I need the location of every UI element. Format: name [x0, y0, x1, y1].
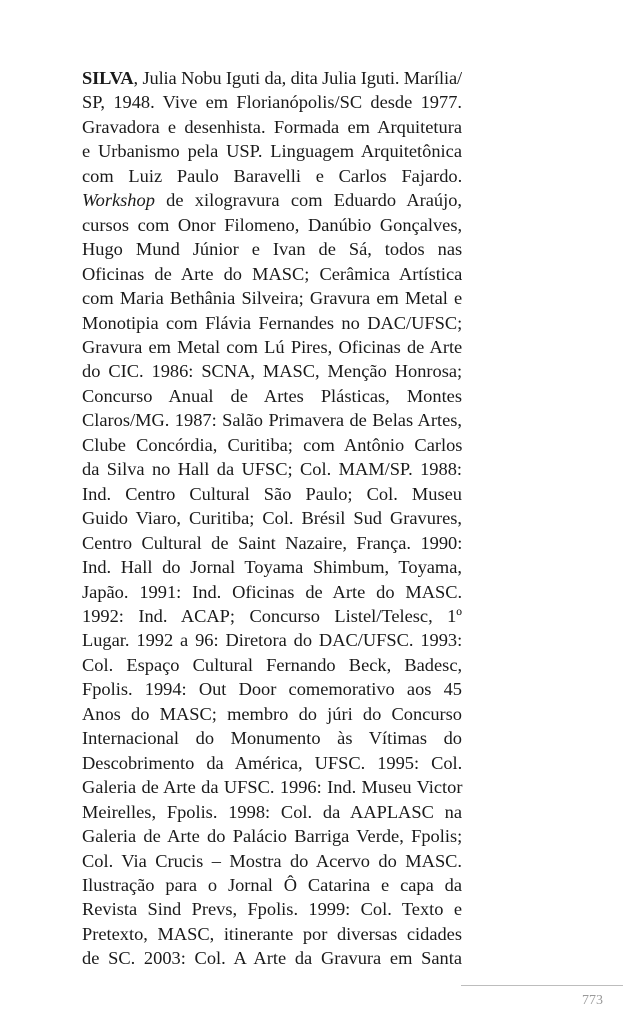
text-line: Galeria de Arte do Palácio Barriga Verde, Fpolis;: [82, 826, 463, 847]
text-line: Revista Sind Prevs, Fpolis. 1999: Col. Texto e: [82, 899, 462, 920]
text-line: Claros/MG. 1987: Salão Primavera de Belas Artes,: [82, 410, 462, 431]
text-line: Clube Concórdia, Curitiba; com Antônio Carlos: [82, 434, 463, 455]
text-line: Galeria de Arte da UFSC. 1996: Ind. Museu Victor: [82, 777, 463, 798]
text-line: cursos com Onor Filomeno, Danúbio Gonçalves,: [82, 214, 463, 235]
text-line: Concurso Anual de Artes Plásticas, Montes: [82, 385, 462, 406]
text-line: [82, 188, 462, 212]
text-line: Gravadora e desenhista. Formada em Arquitetura: [82, 116, 462, 137]
text-line: SP, 1948. Vive em Florianópolis/SC desde 1977.: [82, 92, 462, 113]
text-line: Col. Espaço Cultural Fernando Beck, Badesc,: [82, 654, 463, 675]
text-line: Internacional do Monumento às Vítimas do: [82, 728, 462, 749]
text-run: de xilogravura com Eduardo Araújo,: [154, 190, 462, 211]
workshop-term: Workshop: [82, 190, 155, 211]
text-line: do CIC. 1986: SCNA, MASC, Menção Honrosa;: [82, 361, 463, 382]
text-line: Descobrimento da América, UFSC. 1995: Col.: [82, 752, 463, 773]
text-line: Pretexto, MASC, itinerante por diversas cidades: [82, 923, 462, 944]
entry-surname: SILVA: [82, 68, 134, 88]
text-line: Anos do MASC; membro do júri do Concurso: [82, 703, 462, 724]
biography-entry: [82, 66, 462, 971]
text-line: Ind. Centro Cultural São Paulo; Col. Museu: [82, 483, 462, 504]
text-line: Guido Viaro, Curitiba; Col. Brésil Sud Gravures,: [82, 508, 462, 529]
text-line: Oficinas de Arte do MASC; Cerâmica Artística: [82, 263, 463, 284]
text-line: Monotipia com Flávia Fernandes no DAC/UFSC;: [82, 312, 463, 333]
text-line: Lugar. 1992 a 96: Diretora do DAC/UFSC. 1993:: [82, 630, 463, 651]
text-line: [82, 66, 462, 90]
text-line: de SC. 2003: Col. A Arte da Gravura em Santa: [82, 948, 462, 969]
text-line: com Maria Bethânia Silveira; Gravura em Metal e: [82, 288, 463, 309]
text-line: Ind. Hall do Jornal Toyama Shimbum, Toyama,: [82, 557, 462, 578]
text-line: Fpolis. 1994: Out Door comemorativo aos 45: [82, 679, 462, 700]
text-line: 1992: Ind. ACAP; Concurso Listel/Telesc, 1º: [82, 605, 462, 626]
text-line: da Silva no Hall da UFSC; Col. MAM/SP. 1988:: [82, 459, 462, 480]
text-line: Col. Via Crucis – Mostra do Acervo do MASC.: [82, 850, 463, 871]
text-run: , Julia Nobu Iguti da, dita Julia Iguti. Marília/: [133, 68, 462, 88]
text-line: Gravura em Metal com Lú Pires, Oficinas de Arte: [82, 336, 463, 357]
page-number: 773: [582, 993, 603, 1008]
text-line: Centro Cultural de Saint Nazaire, França. 1990:: [82, 532, 463, 553]
text-line: Hugo Mund Júnior e Ivan de Sá, todos nas: [82, 239, 463, 260]
text-line: Ilustração para o Jornal Ô Catarina e capa da: [82, 874, 462, 895]
text-line: e Urbanismo pela USP. Linguagem Arquitetônica: [82, 141, 462, 162]
text-line: Japão. 1991: Ind. Oficinas de Arte do MASC.: [82, 581, 463, 602]
text-line: com Luiz Paulo Baravelli e Carlos Fajardo.: [82, 165, 463, 186]
footer-divider: [461, 985, 623, 986]
text-line: Meirelles, Fpolis. 1998: Col. da AAPLASC na: [82, 801, 462, 822]
